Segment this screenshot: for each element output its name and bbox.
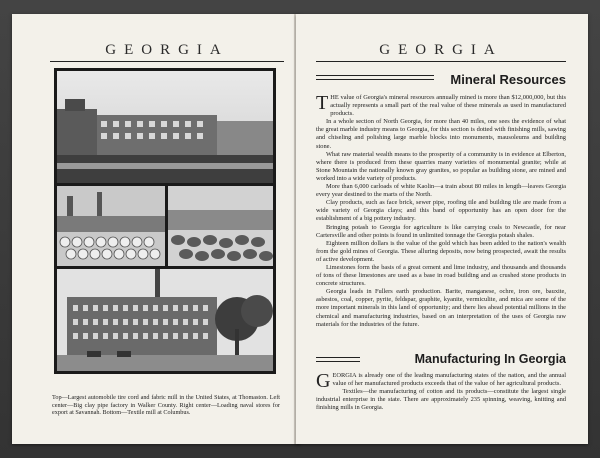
- section1-rule-bottom: [316, 79, 434, 80]
- section1-paragraph-3: What raw material wealth means to the prosperity of a community is in evidence at Elberton, where there is produced from these quarries many varieties of monumental granite; while at Stone Mountain the nationally known gray granites, so popular as building stone, are mined and worked into a wide variety of products.: [316, 150, 566, 182]
- mineral-resources-body: [316, 94, 566, 329]
- section2-paragraph-2: Textiles—the manufacturing of cotton and its products—constitute the largest single industrial enterprise in the state. There are approximately 235 spinning, weaving, knitting and finishing mills in Georgia.: [316, 388, 566, 412]
- section2-rule-bottom: [316, 361, 360, 362]
- photo-naval-stores: [168, 186, 273, 266]
- photo-caption: Top—Largest automobile tire cord and fabric mill in the United States, at Thomaston. Left center—Big clay pipe factory in Walker County. Right center—Loading naval stores for export at Savannah. Bottom—Textile mill at Columbus.: [52, 394, 280, 417]
- left-masthead: GEORGIA: [105, 42, 229, 58]
- photo-tire-mill: [57, 71, 273, 183]
- section2-paragraph-1: EORGIA is already one of the leading manufacturing states of the nation, and the annual value of her manufactured products exceeds that of the value of her agricultural products.: [332, 372, 566, 388]
- mineral-resources-heading: Mineral Resources: [450, 72, 566, 87]
- photo-collage: [54, 68, 276, 374]
- section1-paragraph-6: Bringing potash to Georgia for agriculture is like carrying coals to Newcastle, for near Cartersville and other points is found in unlimited tonnage the Georgia potash shales.: [316, 223, 566, 239]
- section1-paragraph-2: In a whole section of North Georgia, for more than 40 miles, one sees the evidence of what the great marble industry means to Georgia, for this section is dotted with finishing mills, sawing and chiseling and polishing large marble blocks into monuments, mausoleums and building stone.: [316, 118, 566, 150]
- section1-paragraph-1: HE value of Georgia's mineral resources annually mined is more than $12,000,000, but this actually represents a small part of the real value of these minerals as used in manufactured products.: [330, 94, 566, 118]
- manufacturing-heading: Manufacturing In Georgia: [414, 352, 566, 366]
- photo-clay-pipe: [57, 186, 165, 266]
- left-page: [12, 14, 300, 444]
- section1-paragraph-4: More than 6,000 carloads of white Kaolin—a train about 80 miles in length—leaves Georgia every year destined to the marts of the North.: [316, 183, 566, 199]
- section1-paragraph-9: Georgia leads in Fullers earth production. Barite, manganese, ochre, iron ore, bauxite, asbestos, coal, copper, pyrite, feldspar, graphite, kyanite, vermiculite, and mica are some of the more important minerals in this land of opportunity; and there lies ahead potential millions in the chemical and manufacturing industries, based on an interpretation of the uses of Georgia raw materials for the industries of the future.: [316, 288, 566, 328]
- section1-paragraph-5: Clay products, such as face brick, sewer pipe, roofing tile and building tile are made from a wide variety of Georgia clays; and this band of opportunity has an open door for the establishment of a big pottery industry.: [316, 199, 566, 223]
- manufacturing-body: [316, 372, 566, 412]
- photo-textile-mill: [57, 269, 273, 371]
- right-masthead: GEORGIA: [379, 42, 503, 58]
- section1-dropcap: T: [316, 92, 329, 114]
- right-page: [296, 14, 588, 444]
- section2-dropcap: G: [316, 370, 331, 392]
- right-masthead-rule: [316, 61, 566, 62]
- section1-paragraph-7: Eighteen million dollars is the value of the gold which has been added to the nation's wealth from the gold mines of Georgia. These alluring deposits, now being prospected, await the results of active development.: [316, 239, 566, 263]
- section1-paragraph-8: Limestones form the basis of a great cement and lime industry, and thousands and thousands of tons of these limestones are used as a base in road building and as crushed stone products in concrete structures.: [316, 263, 566, 288]
- section2-rule-top: [316, 357, 360, 358]
- left-masthead-rule: [50, 61, 284, 62]
- section1-rule-top: [316, 75, 434, 76]
